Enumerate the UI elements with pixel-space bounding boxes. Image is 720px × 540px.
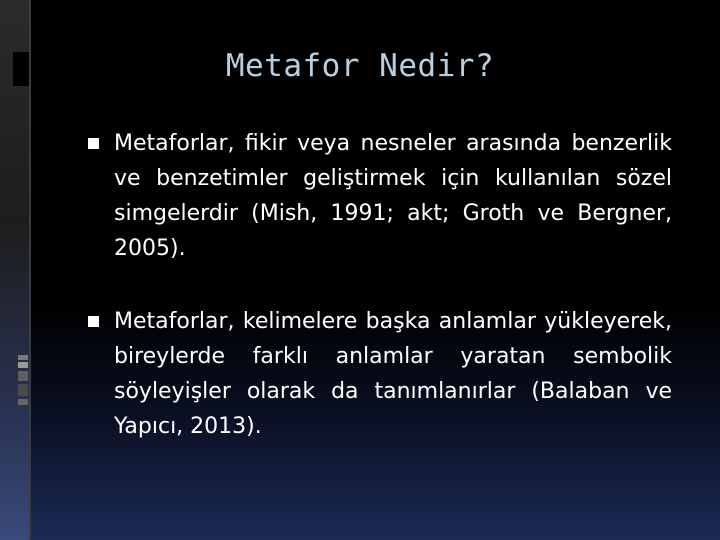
decorative-accent-bar <box>18 399 28 405</box>
decorative-accent-bar <box>18 355 28 360</box>
bullet-list <box>88 126 672 444</box>
bullet-text: Metaforlar, fikir veya nesneler arasında benzerlik ve benzetimler geliştirmek için kullanılan sözel simgelerdir (Mish, 1991; akt; Groth ve Bergner, 2005). <box>114 131 672 261</box>
square-bullet-icon <box>88 138 99 149</box>
bullet-item <box>88 304 672 444</box>
left-divider-line <box>29 0 31 540</box>
square-bullet-icon <box>88 316 99 327</box>
decorative-accent-bar <box>18 384 28 396</box>
bullet-text: Metaforlar, kelimelere başka anlamlar yükleyerek, bireylerde farklı anlamlar yaratan sembolik söyleyişler olarak da tanımlanırlar (Balaban ve Yapıcı, 2013). <box>114 309 672 439</box>
bullet-item <box>88 126 672 266</box>
decorative-accent-bar <box>18 362 28 368</box>
slide-title: Metafor Nedir? <box>225 48 495 84</box>
decorative-accent-bar <box>18 371 28 381</box>
title-accent-block <box>13 52 29 86</box>
